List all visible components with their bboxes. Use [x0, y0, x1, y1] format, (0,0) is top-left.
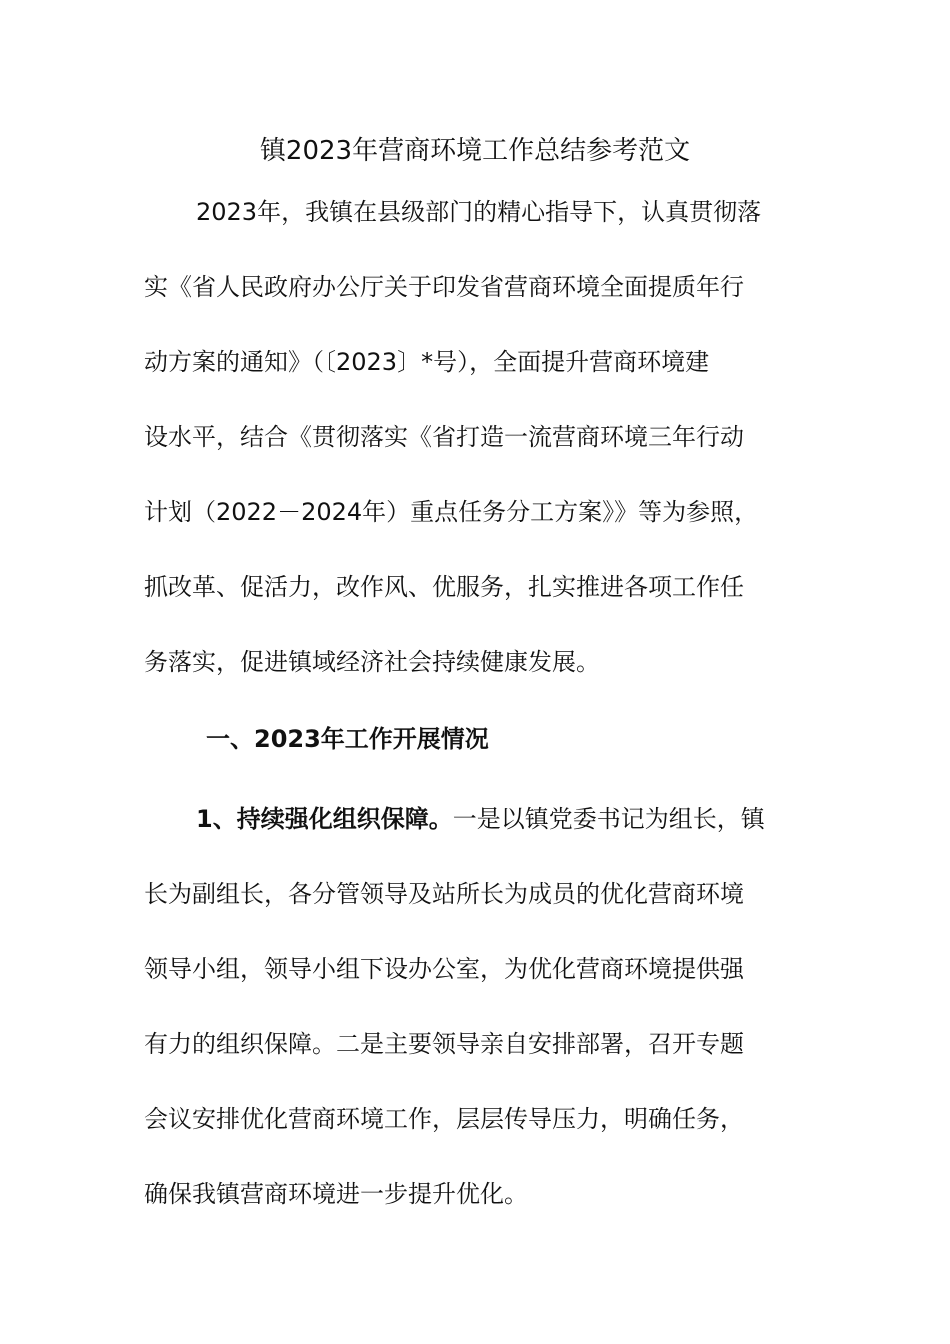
intro-line: 设水平，结合《贯彻落实《省打造一流营商环境三年行动: [144, 423, 744, 451]
item1-first-line: [196, 799, 765, 839]
item1-line: 领导小组，领导小组下设办公室，为优化营商环境提供强: [144, 955, 744, 983]
intro-line: 计划（2022－2024年）重点任务分工方案》》等为参照，: [144, 498, 759, 526]
document-title: 镇2023年营商环境工作总结参考范文: [259, 136, 691, 166]
item1-line: 确保我镇营商环境进一步提升优化。: [144, 1180, 528, 1208]
item1-line: 有力的组织保障。二是主要领导亲自安排部署，召开专题: [144, 1030, 744, 1058]
intro-line: 动方案的通知》（〔2023〕*号），全面提升营商环境建: [144, 348, 710, 376]
item1-first-line-rest: 一是以镇党委书记为组长，镇: [452, 805, 765, 833]
intro-line: 2023年，我镇在县级部门的精心指导下，认真贯彻落: [196, 198, 762, 226]
intro-line: 抓改革、促活力，改作风、优服务，扎实推进各项工作任: [144, 573, 744, 601]
intro-line: 实《省人民政府办公厅关于印发省营商环境全面提质年行: [144, 273, 744, 301]
item1-line: 长为副组长，各分管领导及站所长为成员的优化营商环境: [144, 880, 744, 908]
item1-line: 会议安排优化营商环境工作，层层传导压力，明确任务，: [144, 1105, 744, 1133]
item1-lead: 1、持续强化组织保障。: [196, 805, 453, 833]
intro-line: 务落实，促进镇域经济社会持续健康发展。: [144, 648, 600, 676]
section-heading: 一、2023年工作开展情况: [206, 725, 489, 753]
